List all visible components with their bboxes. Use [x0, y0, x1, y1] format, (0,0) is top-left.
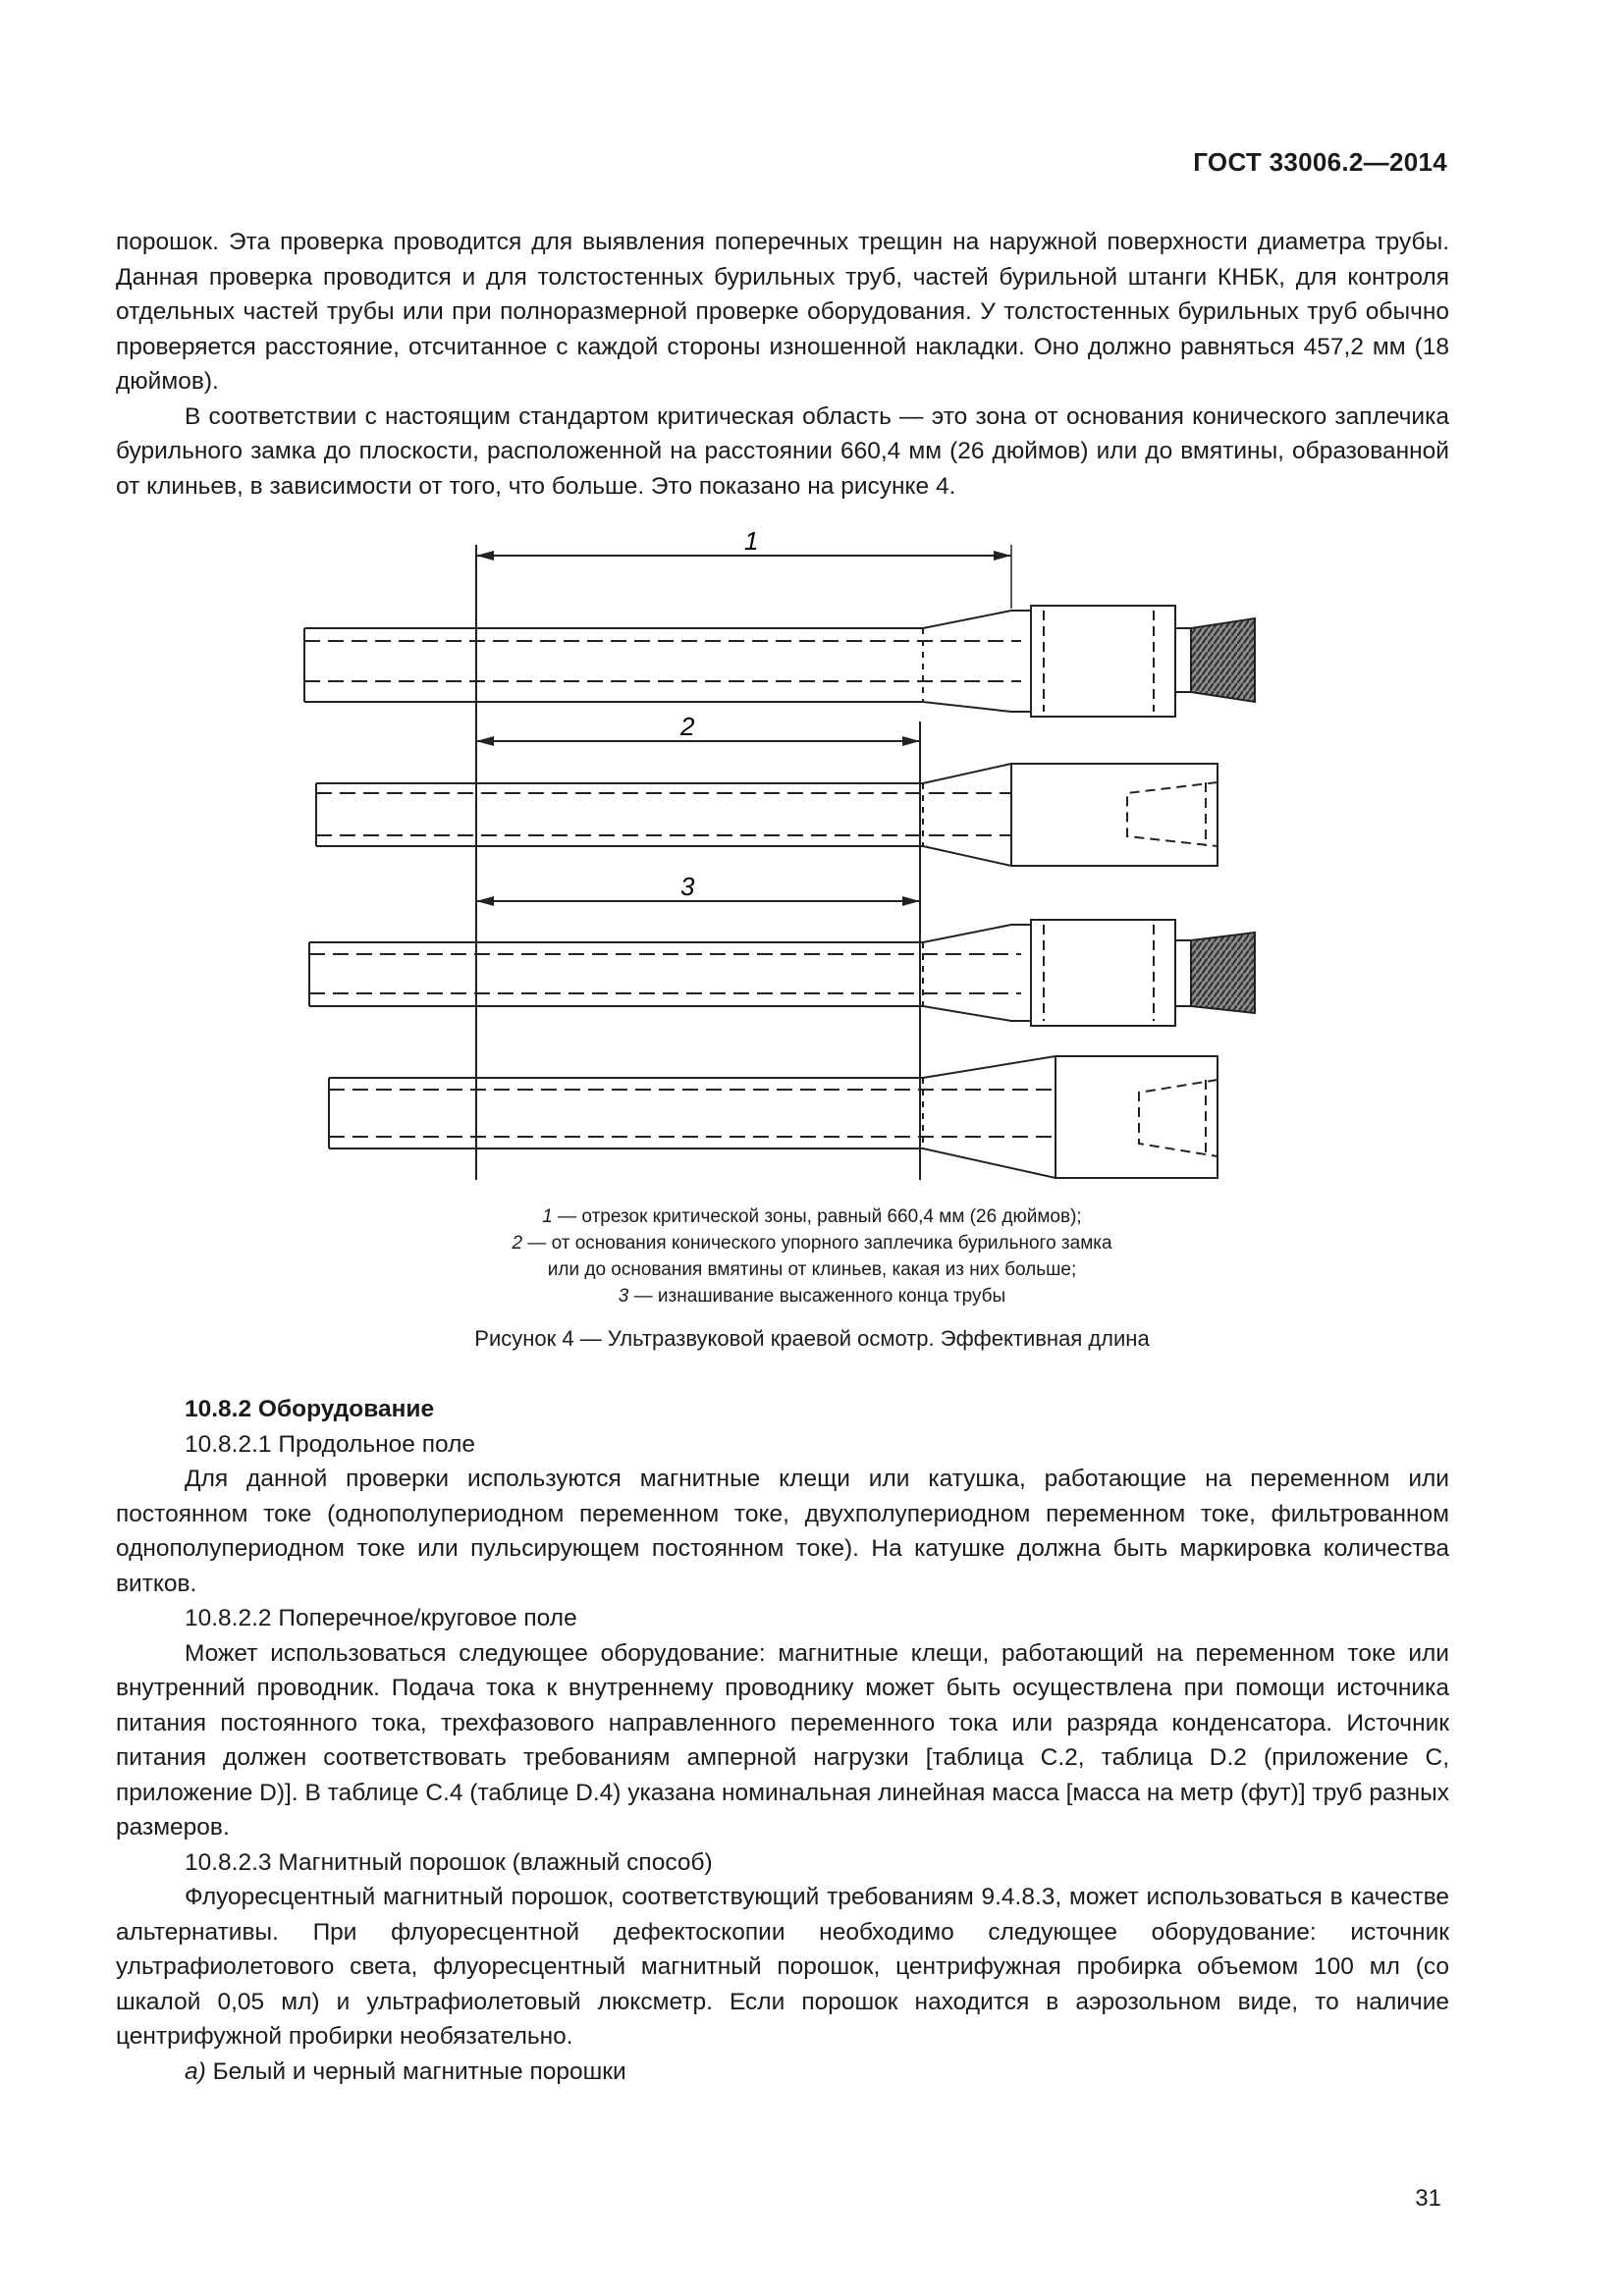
subsection-3-text: Флуоресцентный магнитный порошок, соответствующий требованиям 9.4.8.3, может использоваться в качестве альтернативы. При флуоресцентной дефектоскопии необходимо следующее оборудование: источник ультрафиолетового света, флуоресцентный магнитный порошок, центрифужная пробирка объемом 100 мл (со шкалой 0,05 мл) и ультрафиолетовый люксметр. Если порошок находится в аэрозольном виде, то наличие центрифужной пробирки необязательно. [116, 1884, 1449, 2050]
dimension-label-1: 1 [744, 526, 759, 556]
pipe-1 [304, 606, 1255, 717]
pipe-3 [309, 920, 1255, 1026]
legend-line-2-cont: или до основания вмятины от клиньев, какая из них больше; [547, 1259, 1077, 1280]
subsection-3-title: 10.8.2.3 Магнитный порошок (влажный способ) [185, 1848, 713, 1876]
section-10-8-2 [116, 1392, 1449, 2089]
intro-text [116, 225, 1449, 504]
pipe-4 [329, 1056, 1218, 1178]
legend-line-2: 2 — от основания конического упорного заплечика бурильного замка [512, 1233, 1112, 1254]
pipe-2 [316, 764, 1218, 866]
subsection-2-text: Может использоваться следующее оборудование: магнитные клещи, работающий на переменном токе или внутренний проводник. Подача тока к внутреннему проводнику может быть осуществлена при помощи источника питания постоянного тока, трехфазового направленного переменного тока или разряда конденсатора. Источник питания должен соответствовать требованиям амперной нагрузки [таблица С.2, таблица D.2 (приложение С, приложение D)]. В таблице С.4 (таблице D.4) указана номинальная линейная масса [масса на метр (фут)] труб разных размеров. [116, 1639, 1449, 1841]
subsection-2-title: 10.8.2.2 Поперечное/круговое поле [185, 1605, 577, 1631]
legend-line-1: 1 — отрезок критической зоны, равный 660,4 мм (26 дюймов); [542, 1206, 1082, 1227]
intro-paragraph-2: В соответствии с настоящим стандартом критическая область — это зона от основания конического заплечика бурильного замка до плоскости, расположенной на расстоянии 660,4 мм (26 дюймов) или до вмятины, образованной от клиньев, в зависимости от того, что больше. Это показано на рисунке 4. [116, 402, 1449, 500]
document-header: ГОСТ 33006.2—2014 [1193, 147, 1447, 177]
legend-line-3: 3 — изнашивание высаженного конца трубы [618, 1286, 1006, 1307]
figure-legend [0, 1203, 1624, 1309]
dimension-label-2: 2 [680, 712, 695, 741]
figure-caption: Рисунок 4 — Ультразвуковой краевой осмотр. Эффективная длина [474, 1326, 1150, 1351]
page-number: 31 [1415, 2185, 1441, 2212]
subsection-1-title: 10.8.2.1 Продольное поле [185, 1430, 475, 1458]
section-heading: 10.8.2 Оборудование [185, 1396, 435, 1422]
intro-paragraph-1: порошок. Эта проверка проводится для выявления поперечных трещин на наружной поверхности диаметра трубы. Данная проверка проводится и для толстостенных бурильных труб, частей бурильной штанги КНБК, для контроля отдельных частей трубы или при полноразмерной проверке оборудования. У толстостенных бурильных труб обычно проверяется расстояние, отсчитанное с каждой стороны изношенной накладки. Оно должно равняться 457,2 мм (18 дюймов). [116, 229, 1449, 395]
subsection-1-text: Для данной проверки используются магнитные клещи или катушка, работающие на переменном или постоянном токе (однополупериодном переменном токе, двухполупериодном переменном токе, фильтрованном однополупериодном токе или пульсирующем постоянном токе). На катушке должна быть маркировка количества витков. [116, 1466, 1449, 1597]
figure-4 [0, 520, 1624, 1188]
pipe-diagram [0, 520, 1624, 1188]
dimension-label-3: 3 [680, 872, 695, 901]
list-item-a: а) Белый и черный магнитные порошки [185, 2057, 626, 2085]
